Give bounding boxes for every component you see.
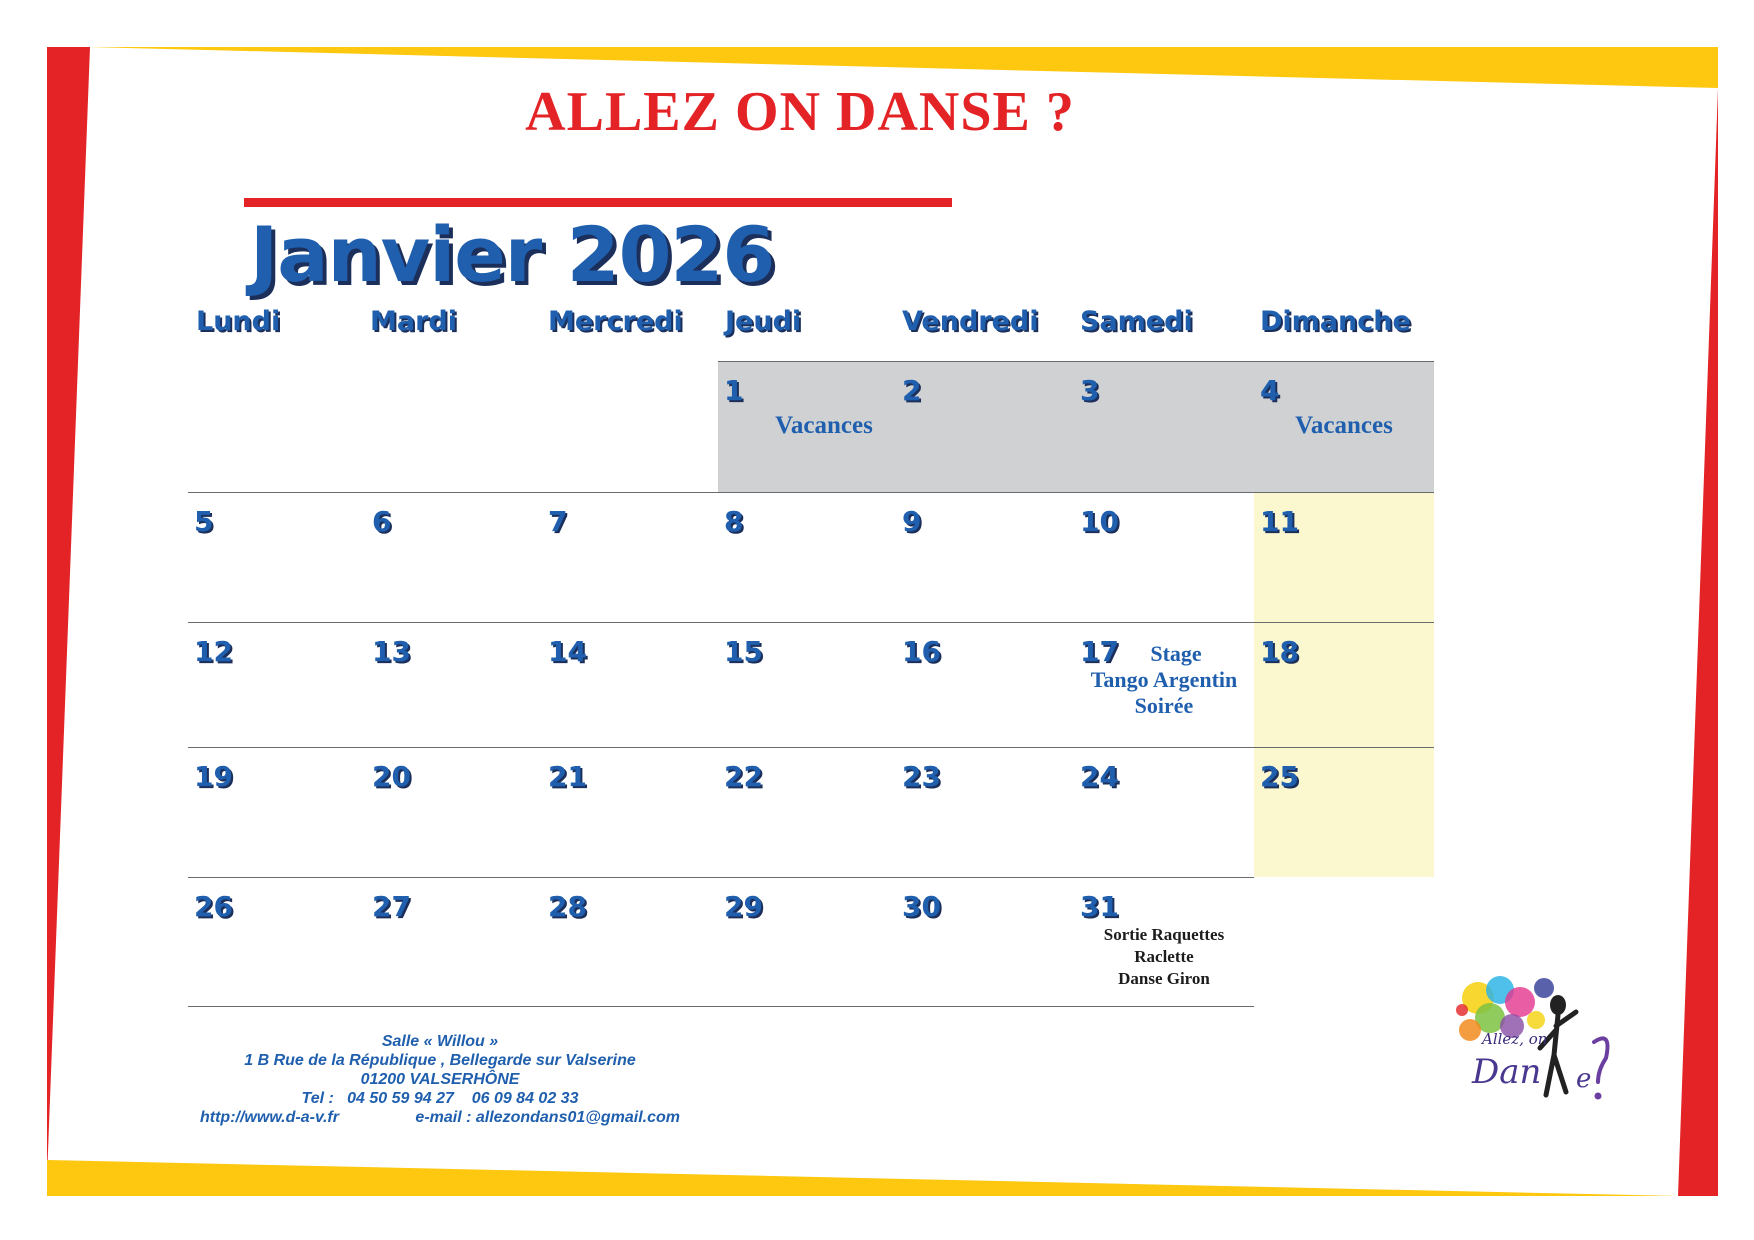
logo-text-e: e: [1576, 1064, 1592, 1094]
day-cell-15: [718, 622, 896, 747]
day-number: 1: [724, 374, 744, 407]
day-number: 14: [548, 635, 587, 668]
day-cell-13: [366, 622, 542, 747]
day-number: 30: [902, 890, 941, 923]
day-number: 24: [1080, 760, 1119, 793]
weekday-jeudi: Jeudi: [725, 306, 802, 337]
logo-text-dan: Dan: [1472, 1052, 1542, 1092]
venue-name: Salle « Willou »: [381, 1033, 499, 1050]
day-cell-17: [1074, 622, 1254, 747]
day-cell-4: [1254, 361, 1434, 492]
day-number: 6: [372, 505, 392, 538]
day-cell-19: [188, 747, 366, 877]
day-cell-1: [718, 361, 896, 492]
day-cell-7: [542, 492, 718, 622]
red-band-left: [47, 47, 90, 1178]
day-number: 7: [548, 505, 568, 538]
day-number: 5: [194, 505, 214, 538]
day-cell-18: [1254, 622, 1434, 747]
event-line: Tango Argentin: [1090, 667, 1238, 692]
event-sortie-raquettes: [1074, 924, 1254, 990]
day-number: 12: [194, 635, 233, 668]
day-cell-26: [188, 877, 366, 1006]
event-line: Soirée: [1134, 693, 1194, 718]
day-cell-29: [718, 877, 896, 1006]
event-vacances: Vacances: [1295, 412, 1393, 439]
venue-city: 01200 VALSERHÔNE: [360, 1071, 520, 1088]
weekday-samedi: Samedi: [1080, 306, 1193, 337]
event-line: Raclette: [1134, 947, 1194, 966]
day-cell-3: [1074, 361, 1254, 492]
event-line: Danse Giron: [1118, 969, 1210, 988]
yellow-band-bottom: [47, 1160, 1678, 1196]
day-number: 8: [724, 505, 744, 538]
day-number: 29: [724, 890, 763, 923]
day-cell-10: [1074, 492, 1254, 622]
day-cell-27: [366, 877, 542, 1006]
day-number: 19: [194, 760, 233, 793]
day-number: 20: [372, 760, 411, 793]
phone-numbers: Tel : 04 50 59 94 27 06 09 84 02 33: [301, 1090, 579, 1107]
calendar-bottom-rule: [188, 1006, 1254, 1007]
day-cell-14: [542, 622, 718, 747]
empty-cells-week1: [188, 361, 718, 492]
day-cell-31: [1074, 877, 1254, 1006]
event-vacances: Vacances: [775, 412, 873, 439]
title-rule: [244, 198, 952, 207]
event-line: Stage: [1150, 641, 1202, 666]
day-cell-25: [1254, 747, 1434, 877]
day-cell-16: [896, 622, 1074, 747]
day-cell-20: [366, 747, 542, 877]
day-number: 4: [1260, 374, 1280, 407]
day-number: 16: [902, 635, 941, 668]
weekday-lundi: Lundi: [196, 306, 281, 337]
day-number: 3: [1080, 374, 1100, 407]
weekday-dimanche: Dimanche: [1260, 306, 1411, 337]
day-number: 21: [548, 760, 587, 793]
day-cell-24: [1074, 747, 1254, 877]
weekday-vendredi: Vendredi: [902, 306, 1039, 337]
day-number: 15: [724, 635, 763, 668]
day-number: 13: [372, 635, 411, 668]
day-cell-23: [896, 747, 1074, 877]
month-title: Janvier 2026: [250, 210, 775, 299]
day-number: 31: [1080, 890, 1119, 923]
venue-street: 1 B Rue de la République , Bellegarde sur Valserine: [244, 1052, 636, 1069]
day-number: 18: [1260, 635, 1299, 668]
day-number: 9: [902, 505, 922, 538]
weekday-mardi: Mardi: [370, 306, 457, 337]
day-cell-8: [718, 492, 896, 622]
day-number: 25: [1260, 760, 1299, 793]
day-cell-21: [542, 747, 718, 877]
day-number: 11: [1260, 505, 1299, 538]
day-number: 26: [194, 890, 233, 923]
day-cell-6: [366, 492, 542, 622]
page-title: ALLEZ ON DANSE ?: [525, 81, 1075, 143]
day-cell-9: [896, 492, 1074, 622]
day-number: 17: [1080, 635, 1119, 668]
club-logo: [1448, 960, 1638, 1120]
day-number: 22: [724, 760, 763, 793]
day-cell-5: [188, 492, 366, 622]
contact-footer: [200, 1032, 680, 1127]
logo-text-allez: Allez, on: [1482, 1030, 1548, 1048]
day-cell-30: [896, 877, 1074, 1006]
day-cell-12: [188, 622, 366, 747]
red-band-right: [1678, 88, 1718, 1196]
day-cell-2: [896, 361, 1074, 492]
event-stage-tango: [1074, 641, 1254, 719]
day-number: 10: [1080, 505, 1119, 538]
website-link[interactable]: http://www.d-a-v.fr: [200, 1109, 339, 1126]
web-contact-row: [200, 1108, 680, 1127]
day-cell-22: [718, 747, 896, 877]
day-number: 23: [902, 760, 941, 793]
day-number: 28: [548, 890, 587, 923]
email-address[interactable]: e-mail : allezondans01@gmail.com: [415, 1109, 680, 1126]
day-cell-11: [1254, 492, 1434, 622]
day-number: 27: [372, 890, 411, 923]
day-number: 2: [902, 374, 922, 407]
day-cell-28: [542, 877, 718, 1006]
event-line: Sortie Raquettes: [1103, 925, 1225, 944]
weekday-mercredi: Mercredi: [548, 306, 683, 337]
